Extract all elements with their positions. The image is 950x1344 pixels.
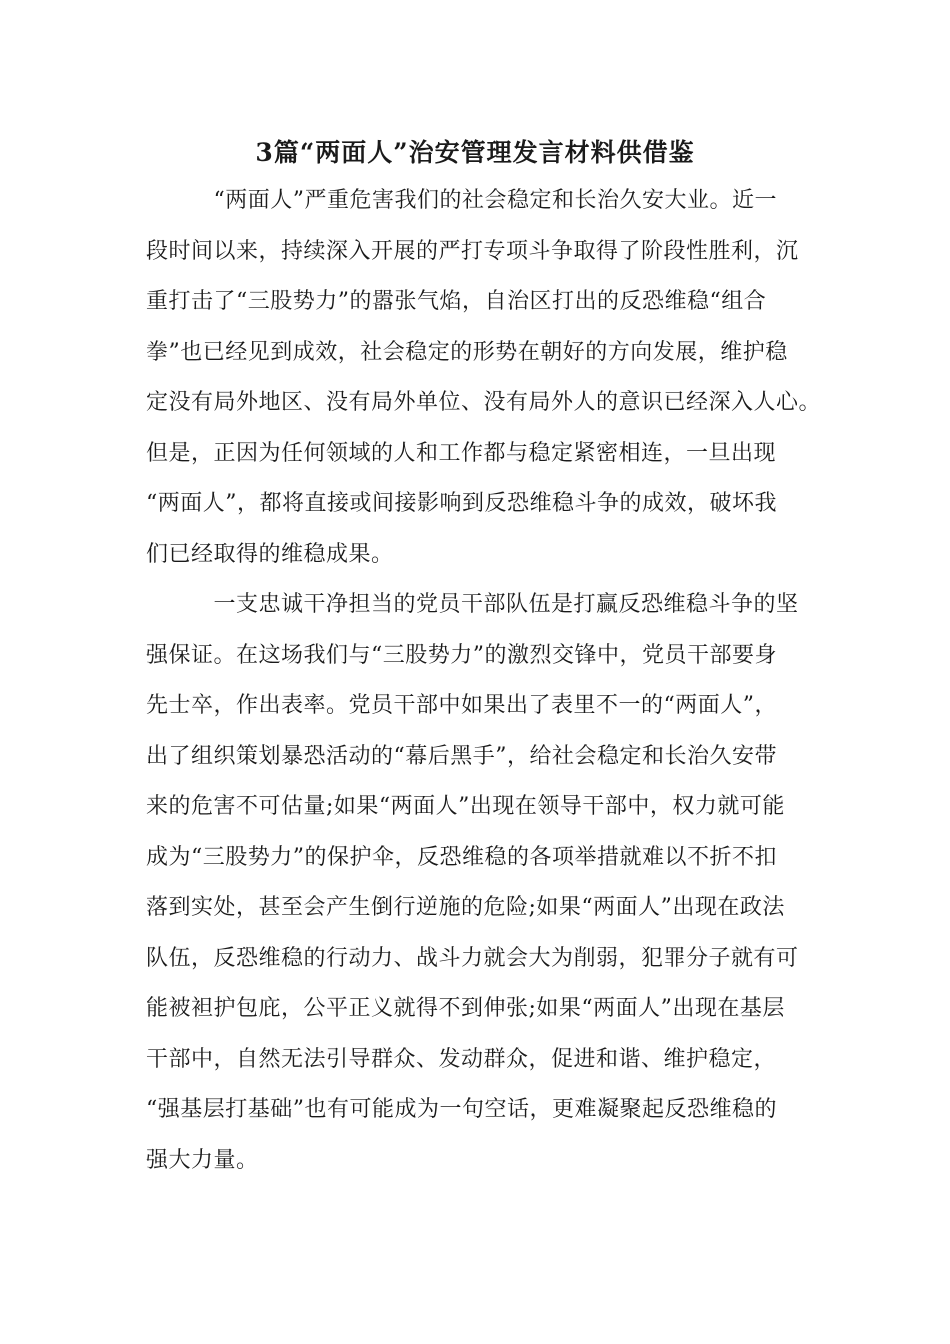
paragraph-1 — [146, 176, 822, 580]
paragraph-line: “两面人”，都将直接或间接影响到反恐维稳斗争的成效，破坏我 — [146, 491, 777, 516]
paragraph-line: “两面人”严重危害我们的社会稳定和长治久安大业。近一 — [146, 188, 777, 213]
paragraph-line: 干部中，自然无法引导群众、发动群众，促进和谐、维护稳定， — [146, 1046, 777, 1072]
paragraph-line: 段时间以来，持续深入开展的严打专项斗争取得了阶段性胜利，沉 — [146, 238, 799, 264]
paragraph-line: 来的危害不可估量;如果“两面人”出现在领导干部中，权力就可能 — [146, 794, 785, 819]
document-title: 3篇“两面人”治安管理发言材料供借鉴 — [255, 138, 695, 167]
paragraph-line: 定没有局外地区、没有局外单位、没有局外人的意识已经深入人心。 — [146, 390, 822, 415]
paragraph-line: 落到实处，甚至会产生倒行逆施的危险;如果“两面人”出现在政法 — [146, 895, 785, 920]
paragraph-line: 先士卒，作出表率。党员干部中如果出了表里不一的“两面人”， — [146, 693, 777, 718]
paragraph-2 — [146, 580, 806, 1186]
paragraph-line: 出了组织策划暴恐活动的“幕后黑手”，给社会稳定和长治久安带 — [146, 743, 777, 769]
paragraph-line: 强保证。在这场我们与“三股势力”的激烈交锋中，党员干部要身 — [146, 642, 777, 668]
paragraph-line: 们已经取得的维稳成果。 — [146, 541, 394, 567]
paragraph-line: 重打击了“三股势力”的嚣张气焰，自治区打出的反恐维稳“组合 — [146, 289, 767, 314]
paragraph-line: 成为“三股势力”的保护伞，反恐维稳的各项举措就难以不折不扣 — [146, 844, 777, 870]
paragraph-line: 拳”也已经见到成效，社会稳定的形势在朝好的方向发展，维护稳 — [146, 339, 788, 365]
paragraph-line: 一支忠诚干净担当的党员干部队伍是打赢反恐维稳斗争的坚 — [146, 592, 799, 617]
paragraph-line: 但是，正因为任何领域的人和工作都与稳定紧密相连，一旦出现 — [146, 440, 777, 466]
paragraph-line: 队伍，反恐维稳的行动力、战斗力就会大为削弱，犯罪分子就有可 — [146, 945, 799, 971]
paragraph-line: 强大力量。 — [146, 1147, 259, 1173]
paragraph-line: 能被袒护包庇，公平正义就得不到伸张;如果“两面人”出现在基层 — [146, 996, 785, 1021]
paragraph-line: “强基层打基础”也有可能成为一句空话，更难凝聚起反恐维稳的 — [146, 1097, 777, 1122]
